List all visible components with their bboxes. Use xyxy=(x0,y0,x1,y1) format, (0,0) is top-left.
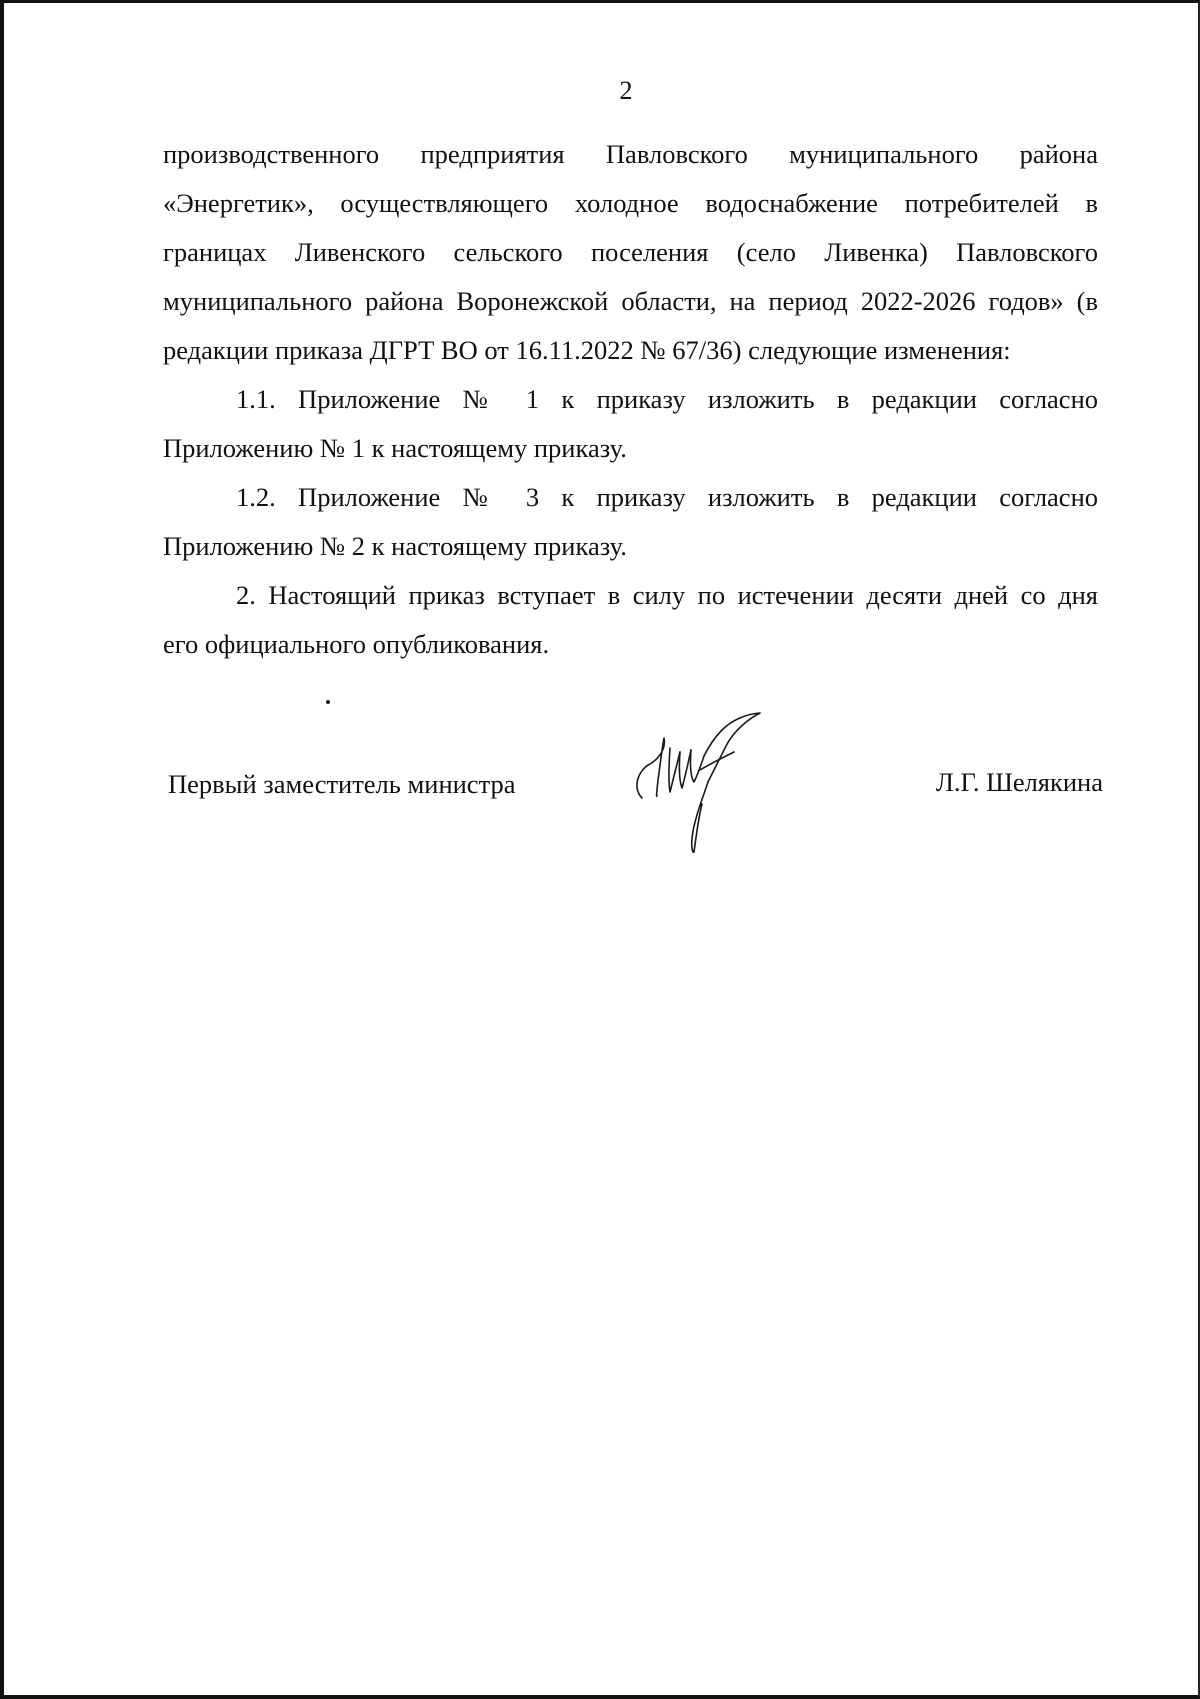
text-line: 1.1. Приложение № 1 к приказу изложить в редакции согласно xyxy=(236,384,1098,414)
item-1-1 xyxy=(163,375,1098,473)
handwritten-signature xyxy=(630,708,800,863)
text-line: «Энергетик», осуществляющего холодное водоснабжение потребителей в xyxy=(163,188,1098,218)
item-1-2 xyxy=(163,473,1098,571)
scan-speck xyxy=(326,700,330,704)
page-number: 2 xyxy=(619,76,633,105)
text-line: редакции приказа ДГРТ ВО от 16.11.2022 № 67/36) следующие изменения: xyxy=(163,335,1011,365)
signatory-name: Л.Г. Шелякина xyxy=(935,767,1103,797)
text-line: его официального опубликования. xyxy=(163,629,550,659)
text-line: производственного предприятия Павловского муниципального района xyxy=(163,139,1098,169)
signatory-position: Первый заместитель министра xyxy=(168,769,516,799)
text-line: муниципального района Воронежской области, на период 2022-2026 годов» (в xyxy=(163,286,1098,316)
text-line: Приложению № 2 к настоящему приказу. xyxy=(163,531,627,561)
text-line: границах Ливенского сельского поселения (село Ливенка) Павловского xyxy=(163,237,1098,267)
document-body xyxy=(163,130,1098,669)
text-line: 2. Настоящий приказ вступает в силу по истечении десяти дней со дня xyxy=(236,580,1098,610)
paragraph-continuation xyxy=(163,130,1098,375)
text-line: 1.2. Приложение № 3 к приказу изложить в редакции согласно xyxy=(236,482,1098,512)
item-2 xyxy=(163,571,1098,669)
text-line: Приложению № 1 к настоящему приказу. xyxy=(163,433,627,463)
